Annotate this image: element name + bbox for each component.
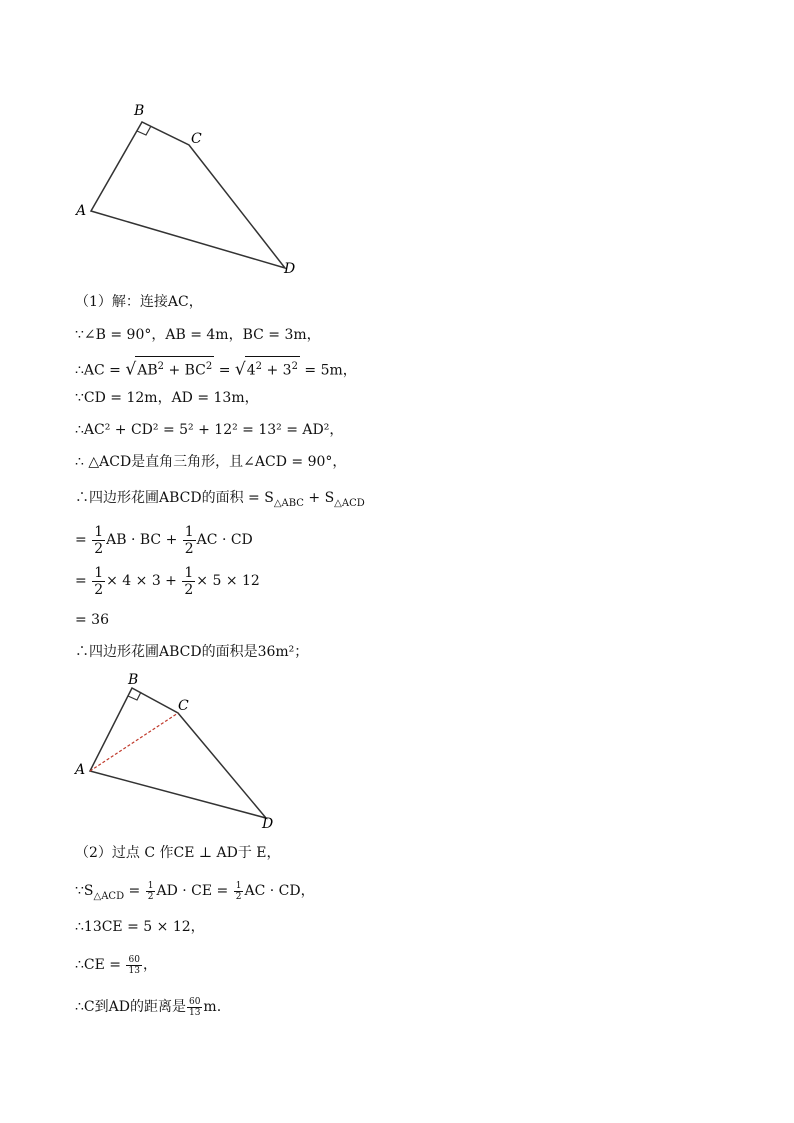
part2-line-2: $\because S_{\triangle ACD}$ = $\frac{1}{2}$ AD · CE = $\frac{1}{2}$ AC · CD， — [75, 880, 315, 902]
text: ∴四边形花圃ABCD的面积 = S — [75, 490, 274, 506]
text: AB · BC + — [106, 532, 182, 548]
part1-line-4: ∵CD = 12m，AD = 13m， — [75, 390, 259, 406]
text: ∴C到AD的距离是 — [75, 999, 186, 1015]
part2-line-4: ∴CE = $\frac{60}{13}$ ， — [75, 954, 157, 976]
text: × 5 × 12 — [196, 573, 260, 589]
text: m. — [203, 999, 222, 1015]
part1-line-1: （1）解：连接AC， — [75, 294, 203, 310]
quadrilateral-figure-2 — [70, 668, 290, 833]
text: ∴AC = — [75, 362, 126, 379]
label-a: A — [75, 762, 86, 778]
part1-line-5: ∴AC² + CD² = 5² + 12² = 13² = AD²， — [75, 422, 344, 438]
part1-line-6: ∴ △ACD是直角三角形，且∠ACD = 90°， — [75, 454, 347, 470]
label-a: A — [76, 203, 87, 219]
part1-line-7: ∴四边形花圃ABCD的面积 = $S_{\triangle ABC} + S_{\triangle ACD}$ — [75, 490, 365, 509]
label-c: C — [178, 698, 189, 714]
text: + BC — [164, 362, 206, 379]
quadrilateral-figure-1 — [70, 95, 310, 285]
text: AC · CD — [196, 532, 253, 548]
text: AB — [137, 362, 158, 379]
text: × 4 × 3 + — [106, 573, 182, 589]
label-b: B — [128, 672, 139, 688]
part2-line-1: （2）过点 C 作CE ⊥ AD于 E， — [75, 845, 281, 861]
part2-line-5: ∴C到AD的距离是 $\frac{60}{13}$ m. — [75, 996, 222, 1018]
label-d: D — [284, 261, 296, 277]
quadrilateral-abcd-outline — [91, 122, 285, 268]
diagonal-ac-dashed — [90, 713, 178, 771]
text: ∴CE = — [75, 957, 126, 973]
part1-line-9: = $\frac{1}{2}$ × 4 × 3 + $\frac{1}{2}$ × 5 × 12 — [75, 564, 260, 598]
text: = — [124, 883, 145, 899]
label-d: D — [262, 816, 274, 832]
text: = — [75, 532, 92, 548]
text: = — [214, 362, 235, 379]
label-c: C — [191, 131, 202, 147]
text: + 3 — [262, 362, 292, 379]
text: = — [75, 573, 92, 589]
part1-line-8: = $\frac{1}{2}$ AB · BC + $\frac{1}{2}$ AC · CD — [75, 523, 253, 557]
label-b: B — [134, 103, 145, 119]
part1-line-2: ∵∠B = 90°，AB = 4m，BC = 3m， — [75, 327, 321, 343]
text: AD · CE = — [156, 883, 233, 899]
part1-line-3: ∴AC = $√AB^2 + BC^2 = √4^2 + 3^2 = 5m$， — [75, 356, 357, 381]
part1-line-11: ∴四边形花圃ABCD的面积是36m²； — [75, 644, 309, 660]
text: = 5m， — [299, 362, 357, 379]
text: AC · CD， — [244, 883, 315, 899]
part2-line-3: ∴13CE = 5 × 12， — [75, 919, 205, 935]
text: ， — [142, 957, 157, 973]
text: + S — [303, 490, 335, 506]
text: ∵S — [75, 883, 94, 899]
text: 4 — [246, 362, 256, 379]
part1-line-10: = 36 — [75, 612, 109, 628]
